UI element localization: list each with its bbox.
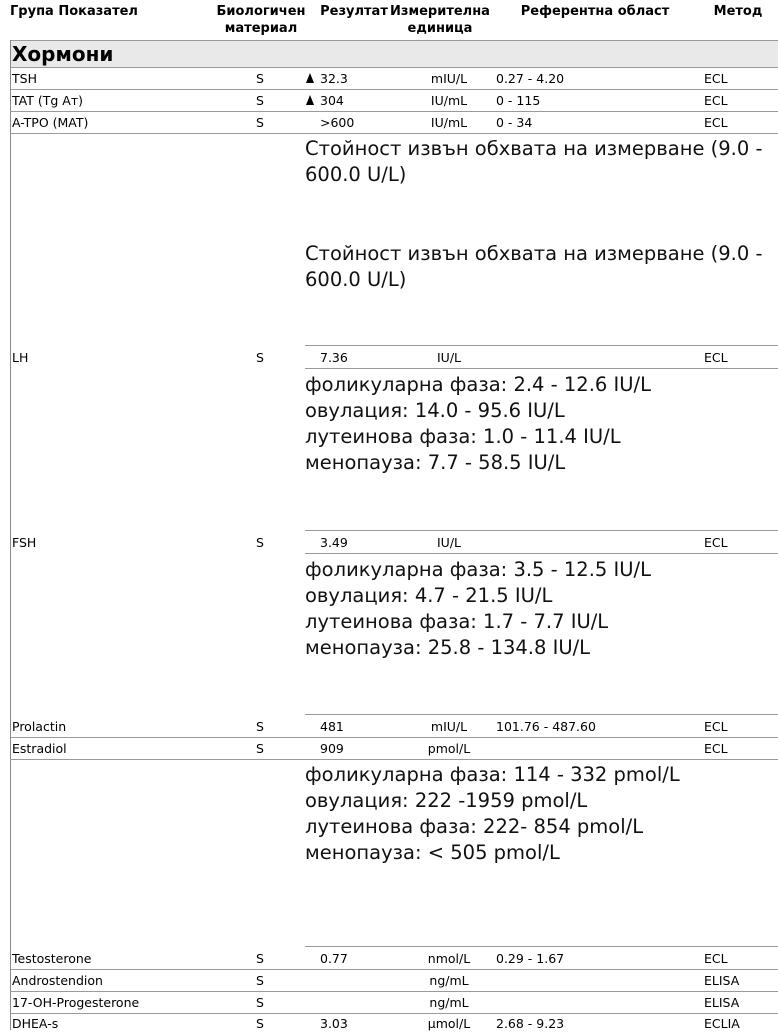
up-arrow-icon (304, 68, 316, 89)
table-row-fsh (10, 532, 778, 553)
row-method: ECL (704, 115, 728, 130)
table-row-prolactin (10, 716, 778, 738)
table-header (0, 0, 778, 38)
header-material-line1: Биологичен (216, 4, 306, 19)
row-method: ECLIA (704, 1016, 740, 1031)
row-reference: 2.68 - 9.23 (496, 1016, 565, 1031)
row-unit: IU/L (436, 350, 461, 365)
header-material (213, 3, 309, 37)
note-line: овулация: 4.7 - 21.5 IU/L (305, 584, 553, 607)
row-reference: 0.27 - 4.20 (496, 71, 565, 86)
divider (305, 553, 778, 554)
note-line: фоликуларна фаза: 114 - 332 pmol/L (305, 763, 680, 786)
section-band (10, 40, 778, 68)
header-material-line2: материал (224, 21, 298, 36)
row-unit: mIU/L (430, 71, 468, 86)
row-unit: nmol/L (427, 951, 471, 966)
row-name: FSH (12, 535, 37, 550)
row-reference: 0.29 - 1.67 (496, 951, 565, 966)
note-estradiol (305, 762, 775, 866)
row-method: ELISA (704, 973, 740, 988)
table-row-17-oh-progesterone (10, 992, 778, 1014)
row-name: TAT (Tg Ат) (12, 93, 83, 108)
table-row-estradiol (10, 738, 778, 760)
note-line: менопауза: 25.8 - 134.8 IU/L (305, 636, 591, 659)
row-result: 304 (320, 93, 344, 108)
divider (305, 946, 778, 947)
table-row-lh (10, 347, 778, 368)
header-group: Група Показател (10, 4, 138, 19)
row-material: S (256, 995, 264, 1010)
row-material: S (256, 741, 264, 756)
row-reference: 0 - 34 (496, 115, 533, 130)
row-material: S (256, 1016, 264, 1031)
note-fsh (305, 557, 775, 661)
note-atpo-2: Стойност извън обхвата на измерване (9.0 - 600.0 U/L) (305, 242, 763, 291)
row-result: 3.49 (320, 535, 348, 550)
row-reference: 0 - 115 (496, 93, 541, 108)
row-result: 909 (320, 741, 344, 756)
row-material: S (256, 719, 264, 734)
row-method: ECL (704, 93, 728, 108)
row-result: 0.77 (320, 951, 348, 966)
header-reference: Референтна област (520, 4, 670, 19)
table-row-tsh (10, 68, 778, 90)
note-atpo-1: Стойност извън обхвата на измерване (9.0 - 600.0 U/L) (305, 137, 763, 186)
header-unit-line1: Измерителна (390, 4, 490, 19)
row-method: ECL (704, 535, 728, 550)
row-result: 7.36 (320, 350, 348, 365)
table-row-testosterone (10, 948, 778, 970)
divider (305, 345, 778, 346)
row-material: S (256, 973, 264, 988)
row-result: >600 (320, 115, 355, 130)
divider (305, 714, 778, 715)
row-name: Estradiol (12, 741, 67, 756)
note-line: фоликуларна фаза: 2.4 - 12.6 IU/L (305, 373, 651, 396)
note-line: овулация: 222 -1959 pmol/L (305, 789, 588, 812)
section-title: Хормони (12, 42, 114, 66)
row-material: S (256, 71, 264, 86)
row-method: ELISA (704, 995, 740, 1010)
note-line: менопауза: 7.7 - 58.5 IU/L (305, 451, 566, 474)
row-unit: pmol/L (427, 741, 471, 756)
note-line: овулация: 14.0 - 95.6 IU/L (305, 399, 565, 422)
row-name: Testosterone (12, 951, 92, 966)
header-unit-line2: единица (407, 21, 473, 36)
note-line: лутеинова фаза: 1.7 - 7.7 IU/L (305, 610, 609, 633)
header-result: Резултат (320, 4, 388, 19)
row-method: ECL (704, 719, 728, 734)
row-unit: ng/mL (429, 995, 469, 1010)
row-method: ECL (704, 71, 728, 86)
note-line: лутеинова фаза: 1.0 - 11.4 IU/L (305, 425, 621, 448)
note-line: фоликуларна фаза: 3.5 - 12.5 IU/L (305, 558, 651, 581)
row-unit: IU/L (436, 535, 461, 550)
note-lh (305, 372, 775, 476)
row-name: Androstendion (12, 973, 103, 988)
row-unit: mIU/L (430, 719, 468, 734)
row-material: S (256, 951, 264, 966)
row-unit: IU/mL (430, 93, 468, 108)
row-method: ECL (704, 741, 728, 756)
row-name: A-TPO (MAT) (12, 115, 89, 130)
row-name: TSH (12, 71, 37, 86)
table-row-androstendion (10, 970, 778, 992)
row-unit: IU/mL (430, 115, 468, 130)
row-material: S (256, 115, 264, 130)
row-name: 17-OH-Progesterone (12, 995, 140, 1010)
row-unit: µmol/L (427, 1016, 471, 1031)
row-result: 32.3 (320, 71, 348, 86)
note-line: лутеинова фаза: 222- 854 pmol/L (305, 815, 644, 838)
row-result: 3.03 (320, 1016, 348, 1031)
note-line: менопауза: < 505 pmol/L (305, 841, 560, 864)
row-material: S (256, 350, 264, 365)
table-row-atpo (10, 112, 778, 134)
divider (305, 530, 778, 531)
row-reference: 101.76 - 487.60 (496, 719, 596, 734)
row-material: S (256, 93, 264, 108)
header-method: Метод (713, 4, 763, 19)
divider (305, 368, 778, 369)
row-unit: ng/mL (429, 973, 469, 988)
header-unit (388, 3, 492, 37)
row-result: 481 (320, 719, 344, 734)
row-name: LH (12, 350, 29, 365)
row-name: DHEA-s (12, 1016, 59, 1031)
row-method: ECL (704, 350, 728, 365)
row-material: S (256, 535, 264, 550)
row-method: ECL (704, 951, 728, 966)
up-arrow-icon (304, 90, 316, 111)
table-row-tat (10, 90, 778, 112)
table-row-dhea-s (10, 1013, 778, 1034)
row-name: Prolactin (12, 719, 67, 734)
